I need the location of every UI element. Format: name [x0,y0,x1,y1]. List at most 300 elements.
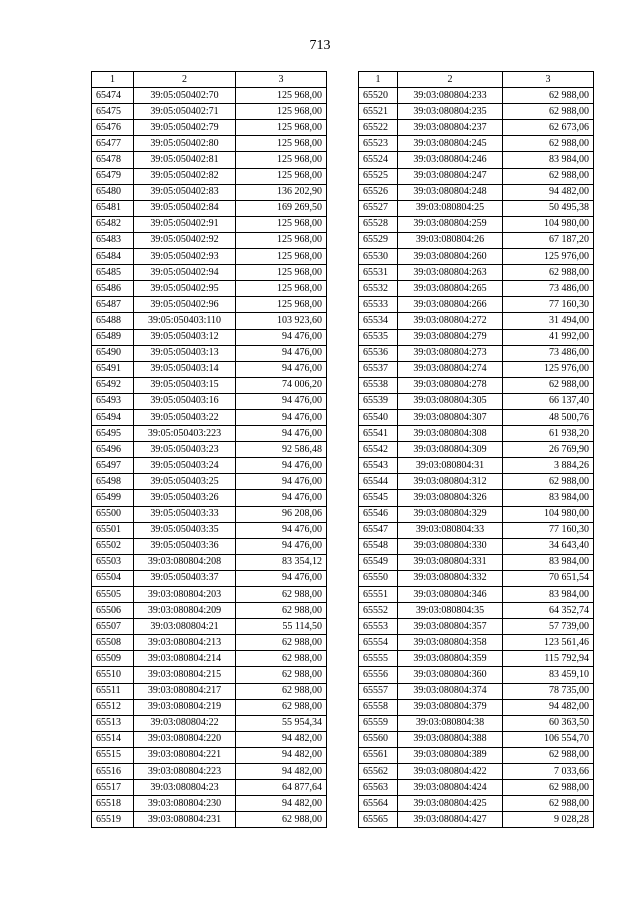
cadastral-number: 39:03:080804:425 [398,796,503,812]
row-number: 65487 [92,297,134,313]
row-number: 65474 [92,88,134,104]
row-number: 65488 [92,313,134,329]
cadastral-number: 39:03:080804:245 [398,136,503,152]
row-number: 65503 [92,554,134,570]
cadastral-number: 39:03:080804:358 [398,635,503,651]
value: 103 923,60 [236,313,327,329]
table-row [92,249,327,265]
value: 125 968,00 [236,249,327,265]
value: 64 877,64 [236,780,327,796]
row-number: 65548 [359,538,398,554]
cadastral-number: 39:05:050403:223 [134,426,236,442]
cadastral-number: 39:03:080804:266 [398,297,503,313]
table-row [359,281,594,297]
value: 83 984,00 [503,152,594,168]
row-number: 65536 [359,345,398,361]
row-number: 65497 [92,458,134,474]
cadastral-number: 39:03:080804:330 [398,538,503,554]
value: 94 476,00 [236,474,327,490]
value: 94 476,00 [236,345,327,361]
row-number: 65496 [92,442,134,458]
row-number: 65516 [92,764,134,780]
table-row [359,329,594,345]
cadastral-number: 39:03:080804:31 [398,458,503,474]
table-row [359,297,594,313]
value: 94 476,00 [236,522,327,538]
row-number: 65509 [92,651,134,667]
value: 62 988,00 [503,104,594,120]
row-number: 65543 [359,458,398,474]
value: 125 968,00 [236,136,327,152]
cadastral-number: 39:03:080804:427 [398,812,503,828]
table-row [92,200,327,216]
cadastral-number: 39:03:080804:33 [398,522,503,538]
value: 3 884,26 [503,458,594,474]
cadastral-number: 39:05:050403:26 [134,490,236,506]
cadastral-number: 39:03:080804:23 [134,780,236,796]
cadastral-number: 39:03:080804:259 [398,216,503,232]
value: 7 033,66 [503,764,594,780]
cadastral-number: 39:03:080804:217 [134,683,236,699]
cadastral-number: 39:05:050402:93 [134,249,236,265]
table-row [359,200,594,216]
value: 57 739,00 [503,619,594,635]
cadastral-number: 39:03:080804:279 [398,329,503,345]
cadastral-number: 39:05:050403:16 [134,393,236,409]
table-header-row [92,72,327,88]
cadastral-number: 39:05:050402:80 [134,136,236,152]
table-row [359,554,594,570]
row-number: 65495 [92,426,134,442]
value: 62 988,00 [503,136,594,152]
cadastral-number: 39:03:080804:326 [398,490,503,506]
table-row [359,88,594,104]
cadastral-number: 39:05:050403:15 [134,377,236,393]
value: 94 482,00 [236,747,327,763]
table-row [359,715,594,731]
cadastral-number: 39:03:080804:357 [398,619,503,635]
cadastral-number: 39:03:080804:265 [398,281,503,297]
cadastral-number: 39:05:050402:96 [134,297,236,313]
table-row [92,297,327,313]
cadastral-number: 39:05:050402:94 [134,265,236,281]
cadastral-number: 39:03:080804:308 [398,426,503,442]
row-number: 65518 [92,796,134,812]
value: 169 269,50 [236,200,327,216]
right-table [358,71,594,828]
row-number: 65550 [359,570,398,586]
cadastral-number: 39:03:080804:305 [398,393,503,409]
cadastral-number: 39:03:080804:209 [134,603,236,619]
value: 83 459,10 [503,667,594,683]
row-number: 65476 [92,120,134,136]
table-row [92,554,327,570]
value: 94 476,00 [236,329,327,345]
table-row [359,104,594,120]
value: 136 202,90 [236,184,327,200]
value: 62 673,06 [503,120,594,136]
row-number: 65517 [92,780,134,796]
row-number: 65504 [92,570,134,586]
row-number: 65489 [92,329,134,345]
row-number: 65510 [92,667,134,683]
value: 94 476,00 [236,538,327,554]
cadastral-number: 39:05:050402:92 [134,232,236,248]
value: 74 006,20 [236,377,327,393]
header-cell-1: 1 [359,72,398,88]
value: 62 988,00 [503,377,594,393]
cadastral-number: 39:03:080804:329 [398,506,503,522]
table-row [359,667,594,683]
table-row [359,265,594,281]
table-row [359,635,594,651]
row-number: 65539 [359,393,398,409]
cadastral-number: 39:03:080804:272 [398,313,503,329]
table-row [359,426,594,442]
row-number: 65521 [359,104,398,120]
value: 94 482,00 [236,796,327,812]
table-row [92,651,327,667]
value: 62 988,00 [503,265,594,281]
cadastral-number: 39:05:050403:23 [134,442,236,458]
value: 66 137,40 [503,393,594,409]
row-number: 65501 [92,522,134,538]
table-header-row [359,72,594,88]
row-number: 65525 [359,168,398,184]
value: 125 968,00 [236,168,327,184]
table-row [92,345,327,361]
cadastral-number: 39:03:080804:346 [398,587,503,603]
value: 62 988,00 [236,667,327,683]
row-number: 65547 [359,522,398,538]
cadastral-number: 39:03:080804:248 [398,184,503,200]
value: 62 988,00 [236,587,327,603]
row-number: 65484 [92,249,134,265]
table-row [359,764,594,780]
value: 9 028,28 [503,812,594,828]
table-row [359,377,594,393]
value: 94 482,00 [236,764,327,780]
table-row [92,683,327,699]
cadastral-number: 39:03:080804:21 [134,619,236,635]
table-row [359,458,594,474]
cadastral-number: 39:03:080804:332 [398,570,503,586]
cadastral-number: 39:03:080804:22 [134,715,236,731]
cadastral-number: 39:03:080804:274 [398,361,503,377]
table-row [359,747,594,763]
cadastral-number: 39:03:080804:220 [134,731,236,747]
table-row [359,345,594,361]
row-number: 65492 [92,377,134,393]
table-row [359,249,594,265]
row-number: 65564 [359,796,398,812]
value: 55 114,50 [236,619,327,635]
cadastral-number: 39:03:080804:260 [398,249,503,265]
value: 125 968,00 [236,216,327,232]
table-row [359,731,594,747]
row-number: 65494 [92,409,134,425]
value: 62 988,00 [503,474,594,490]
value: 62 988,00 [503,88,594,104]
row-number: 65563 [359,780,398,796]
table-row [359,651,594,667]
value: 62 988,00 [503,168,594,184]
row-number: 65527 [359,200,398,216]
value: 41 992,00 [503,329,594,345]
table-row [92,699,327,715]
value: 94 476,00 [236,361,327,377]
row-number: 65513 [92,715,134,731]
row-number: 65479 [92,168,134,184]
row-number: 65533 [359,297,398,313]
cadastral-number: 39:03:080804:307 [398,409,503,425]
left-table [91,71,327,828]
table-row [92,88,327,104]
value: 64 352,74 [503,603,594,619]
row-number: 65528 [359,216,398,232]
table-row [92,168,327,184]
cadastral-number: 39:05:050403:25 [134,474,236,490]
table-row [359,313,594,329]
value: 55 954,34 [236,715,327,731]
value: 94 476,00 [236,490,327,506]
row-number: 65540 [359,409,398,425]
value: 125 968,00 [236,265,327,281]
cadastral-number: 39:05:050402:71 [134,104,236,120]
cadastral-number: 39:03:080804:273 [398,345,503,361]
value: 61 938,20 [503,426,594,442]
value: 125 968,00 [236,297,327,313]
cadastral-number: 39:05:050403:13 [134,345,236,361]
table-row [92,731,327,747]
row-number: 65483 [92,232,134,248]
row-number: 65491 [92,361,134,377]
cadastral-number: 39:05:050403:110 [134,313,236,329]
cadastral-number: 39:03:080804:219 [134,699,236,715]
value: 73 486,00 [503,345,594,361]
value: 125 976,00 [503,249,594,265]
table-row [92,603,327,619]
table-row [359,120,594,136]
value: 83 984,00 [503,490,594,506]
value: 104 980,00 [503,216,594,232]
cadastral-number: 39:03:080804:26 [398,232,503,248]
value: 77 160,30 [503,522,594,538]
table-row [359,442,594,458]
value: 62 988,00 [236,603,327,619]
table-row [359,216,594,232]
cadastral-number: 39:03:080804:203 [134,587,236,603]
table-row [92,506,327,522]
cadastral-number: 39:05:050403:24 [134,458,236,474]
table-row [359,619,594,635]
table-row [92,780,327,796]
table-row [92,538,327,554]
value: 94 476,00 [236,393,327,409]
row-number: 65535 [359,329,398,345]
cadastral-number: 39:05:050402:91 [134,216,236,232]
value: 67 187,20 [503,232,594,248]
value: 94 476,00 [236,458,327,474]
table-row [92,635,327,651]
value: 83 984,00 [503,587,594,603]
row-number: 65493 [92,393,134,409]
table-row [359,490,594,506]
value: 106 554,70 [503,731,594,747]
value: 125 976,00 [503,361,594,377]
table-row [92,104,327,120]
row-number: 65526 [359,184,398,200]
table-row [92,281,327,297]
row-number: 65549 [359,554,398,570]
row-number: 65530 [359,249,398,265]
table-row [92,796,327,812]
table-row [359,570,594,586]
row-number: 65558 [359,699,398,715]
row-number: 65520 [359,88,398,104]
row-number: 65561 [359,747,398,763]
cadastral-number: 39:03:080804:389 [398,747,503,763]
table-row [92,216,327,232]
cadastral-number: 39:03:080804:214 [134,651,236,667]
row-number: 65506 [92,603,134,619]
cadastral-number: 39:05:050403:35 [134,522,236,538]
row-number: 65556 [359,667,398,683]
value: 94 482,00 [236,731,327,747]
cadastral-number: 39:05:050402:79 [134,120,236,136]
value: 96 208,06 [236,506,327,522]
table-row [92,747,327,763]
value: 31 494,00 [503,313,594,329]
table-row [92,458,327,474]
row-number: 65552 [359,603,398,619]
table-row [92,265,327,281]
value: 62 988,00 [236,651,327,667]
cadastral-number: 39:03:080804:278 [398,377,503,393]
table-row [92,667,327,683]
cadastral-number: 39:03:080804:213 [134,635,236,651]
cadastral-number: 39:03:080804:231 [134,812,236,828]
table-row [92,442,327,458]
row-number: 65481 [92,200,134,216]
value: 104 980,00 [503,506,594,522]
value: 125 968,00 [236,152,327,168]
value: 125 968,00 [236,104,327,120]
cadastral-number: 39:05:050403:33 [134,506,236,522]
row-number: 65514 [92,731,134,747]
table-row [359,796,594,812]
cadastral-number: 39:03:080804:388 [398,731,503,747]
table-row [92,474,327,490]
table-row [92,619,327,635]
value: 62 988,00 [503,747,594,763]
row-number: 65542 [359,442,398,458]
cadastral-number: 39:03:080804:237 [398,120,503,136]
cadastral-number: 39:03:080804:247 [398,168,503,184]
table-row [359,168,594,184]
row-number: 65559 [359,715,398,731]
row-number: 65523 [359,136,398,152]
value: 78 735,00 [503,683,594,699]
row-number: 65502 [92,538,134,554]
value: 77 160,30 [503,297,594,313]
table-row [359,683,594,699]
value: 60 363,50 [503,715,594,731]
row-number: 65515 [92,747,134,763]
table-row [92,329,327,345]
table-row [359,780,594,796]
value: 83 354,12 [236,554,327,570]
cadastral-number: 39:05:050402:81 [134,152,236,168]
header-cell-3: 3 [503,72,594,88]
cadastral-number: 39:05:050403:36 [134,538,236,554]
cadastral-number: 39:05:050402:70 [134,88,236,104]
row-number: 65553 [359,619,398,635]
row-number: 65537 [359,361,398,377]
value: 92 586,48 [236,442,327,458]
value: 50 495,38 [503,200,594,216]
row-number: 65531 [359,265,398,281]
row-number: 65534 [359,313,398,329]
value: 125 968,00 [236,120,327,136]
value: 62 988,00 [236,635,327,651]
row-number: 65555 [359,651,398,667]
row-number: 65512 [92,699,134,715]
row-number: 65551 [359,587,398,603]
header-cell-2: 2 [134,72,236,88]
cadastral-number: 39:03:080804:309 [398,442,503,458]
cadastral-number: 39:03:080804:221 [134,747,236,763]
row-number: 65560 [359,731,398,747]
row-number: 65485 [92,265,134,281]
table-row [92,490,327,506]
cadastral-number: 39:03:080804:246 [398,152,503,168]
row-number: 65541 [359,426,398,442]
value: 62 988,00 [503,796,594,812]
table-row [359,361,594,377]
table-row [359,812,594,828]
value: 70 651,54 [503,570,594,586]
cadastral-number: 39:05:050402:95 [134,281,236,297]
table-row [92,184,327,200]
cadastral-number: 39:03:080804:312 [398,474,503,490]
value: 115 792,94 [503,651,594,667]
row-number: 65508 [92,635,134,651]
table-row [359,506,594,522]
cadastral-number: 39:03:080804:424 [398,780,503,796]
table-row [359,184,594,200]
table-row [359,152,594,168]
cadastral-number: 39:05:050402:83 [134,184,236,200]
table-row [359,699,594,715]
cadastral-number: 39:05:050403:12 [134,329,236,345]
table-row [92,361,327,377]
cadastral-number: 39:03:080804:235 [398,104,503,120]
row-number: 65544 [359,474,398,490]
table-row [92,426,327,442]
row-number: 65490 [92,345,134,361]
row-number: 65554 [359,635,398,651]
row-number: 65482 [92,216,134,232]
row-number: 65538 [359,377,398,393]
value: 94 482,00 [503,699,594,715]
value: 94 482,00 [503,184,594,200]
table-row [92,313,327,329]
table-row [92,522,327,538]
row-number: 65475 [92,104,134,120]
cadastral-number: 39:03:080804:215 [134,667,236,683]
row-number: 65511 [92,683,134,699]
